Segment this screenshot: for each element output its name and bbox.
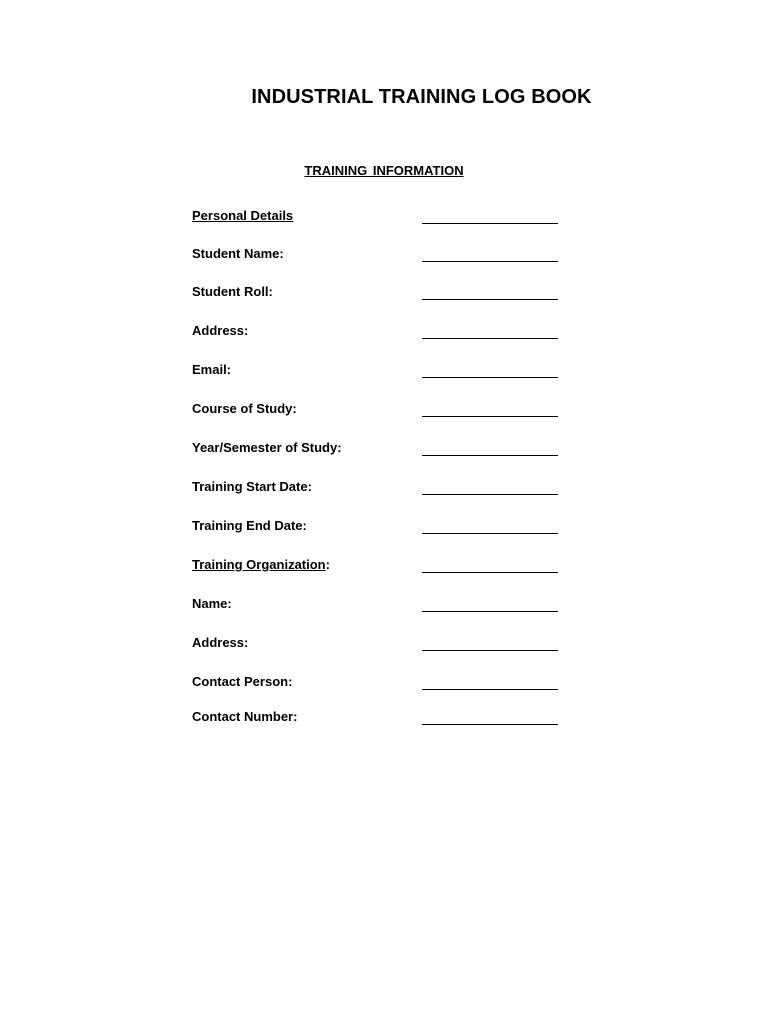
fill-in-blank-line[interactable] [422, 533, 558, 534]
field-row-address [192, 323, 562, 341]
field-row-course-of-study [192, 401, 562, 419]
field-label: Year/Semester of Study: [192, 440, 342, 455]
field-row-email [192, 362, 562, 380]
field-row-organization-name [192, 596, 562, 614]
field-row-year-semester [192, 440, 562, 458]
fill-in-blank-line[interactable] [422, 261, 558, 262]
field-label: Address: [192, 323, 249, 338]
field-row-organization-address [192, 635, 562, 653]
field-row-training-organization [192, 557, 562, 575]
field-label: Training End Date: [192, 518, 307, 533]
section-title: TRAINING INFORMATION [304, 163, 464, 178]
field-label: Contact Number: [192, 709, 298, 724]
fill-in-blank-line[interactable] [422, 572, 558, 573]
field-label: Personal Details [192, 208, 294, 223]
fill-in-blank-line[interactable] [422, 377, 558, 378]
field-label-suffix: : [325, 557, 330, 572]
fill-in-blank-line[interactable] [422, 611, 558, 612]
fill-in-blank-line[interactable] [422, 416, 558, 417]
field-row-training-start-date [192, 479, 562, 497]
field-label: Training Organization [192, 557, 326, 572]
field-row-student-roll [192, 284, 562, 302]
field-label: Course of Study: [192, 401, 297, 416]
field-label: Contact Person: [192, 674, 293, 689]
fill-in-blank-line[interactable] [422, 223, 558, 224]
fill-in-blank-line[interactable] [422, 689, 558, 690]
document-title: INDUSTRIAL TRAINING LOG BOOK [251, 86, 592, 108]
field-label: Student Roll: [192, 284, 273, 299]
fill-in-blank-line[interactable] [422, 299, 558, 300]
fill-in-blank-line[interactable] [422, 650, 558, 651]
fill-in-blank-line[interactable] [422, 455, 558, 456]
field-label: Email: [192, 362, 232, 377]
field-label: Student Name: [192, 246, 284, 261]
field-row-contact-number [192, 709, 562, 727]
field-row-contact-person [192, 674, 562, 692]
fill-in-blank-line[interactable] [422, 494, 558, 495]
fill-in-blank-line[interactable] [422, 724, 558, 725]
field-row-personal-details [192, 208, 562, 226]
field-row-training-end-date [192, 518, 562, 536]
field-label: Training Start Date: [192, 479, 312, 494]
fill-in-blank-line[interactable] [422, 338, 558, 339]
field-row-student-name [192, 246, 562, 264]
field-label: Address: [192, 635, 249, 650]
field-label: Name: [192, 596, 232, 611]
